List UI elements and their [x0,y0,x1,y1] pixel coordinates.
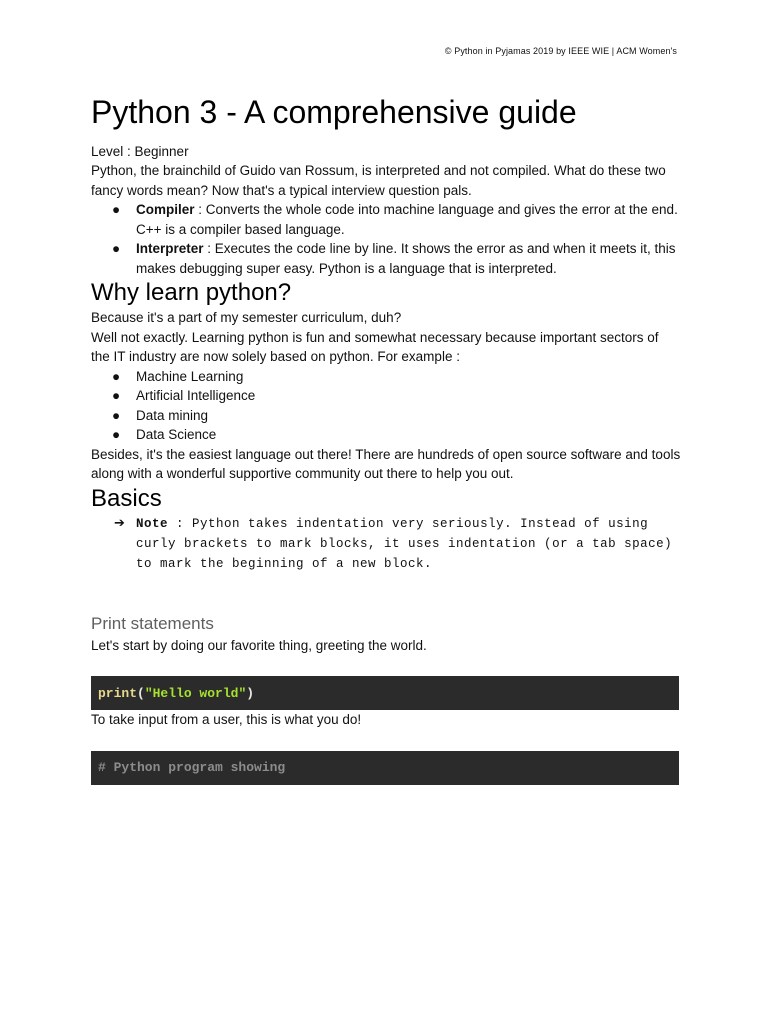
intro-paragraph: Python, the brainchild of Guido van Rossum, is interpreted and not compiled. What do these two fancy words mean? Now that's a typical interview question pals. [91,163,666,198]
list-item-label: Data Science [136,427,217,442]
list-item [112,200,681,239]
print-statements-heading: Print statements [91,613,214,633]
bullet-icon: ● [112,368,121,384]
bullet-icon: ● [112,407,121,423]
arrow-right-icon: ➔ [114,515,126,531]
note-item [114,514,681,574]
note-label: Note [136,516,169,531]
code-function: print [98,685,138,701]
level-label: Level : Beginner [91,144,189,159]
note-text: : Python takes indentation very seriously. Instead of using curly brackets to mark blocks, it uses indentation (or a tab space) to mark the beginning of a new block. [136,516,673,571]
why-line-2: Well not exactly. Learning python is fun and somewhat necessary because important sectors of the IT industry are now solely based on python. For example : [91,329,659,364]
code-string: "Hello world" [144,685,247,701]
copyright-header: © Python in Pyjamas 2019 by IEEE WIE | ACM Women's [444,46,677,56]
list-item-label: Data mining [136,407,209,423]
list-item [112,239,681,278]
bullet-icon: ● [112,388,121,403]
print-lead: Let's start by doing our favorite thing, greeting the world. [91,637,427,653]
list-item [112,425,681,445]
why-learn-heading: Why learn python? [91,279,292,306]
why-line-1: Because it's a part of my semester curriculum, duh? [91,310,402,325]
why-bullet-list [91,367,681,445]
document-content [91,92,681,785]
code-paren-open: ( [137,685,145,701]
input-lead: To take input from a user, this is what you do! [91,712,362,727]
code-block-input [91,751,679,785]
list-item-label: Machine Learning [136,368,244,384]
term-interpreter-desc: : Executes the code line by line. It shows the error as and when it meets it, this makes debugging super easy. Python is a language that is interpreted. [136,241,676,276]
list-item-label: Artificial Intelligence [136,388,256,403]
bullet-icon: ● [112,202,121,217]
code-paren-close: ) [246,685,255,701]
term-compiler: Compiler [136,202,195,217]
term-interpreter: Interpreter [136,241,204,256]
term-compiler-desc: : Converts the whole code into machine language and gives the error at the end. C++ is a compiler based language. [136,202,678,237]
why-closing: Besides, it's the easiest language out there! There are hundreds of open source software and tools along with a wonderful supportive community out there to help you out. [91,446,681,481]
intro-bullet-list [91,200,681,278]
note-list [91,514,681,574]
code-comment: # Python program showing [98,760,286,775]
code-block-print [91,676,679,710]
bullet-icon: ● [112,427,121,442]
basics-heading: Basics [91,484,162,512]
bullet-icon: ● [112,241,121,256]
list-item [112,386,681,406]
list-item [112,367,681,387]
list-item [112,406,681,426]
page-title: Python 3 - A comprehensive guide [91,94,577,130]
